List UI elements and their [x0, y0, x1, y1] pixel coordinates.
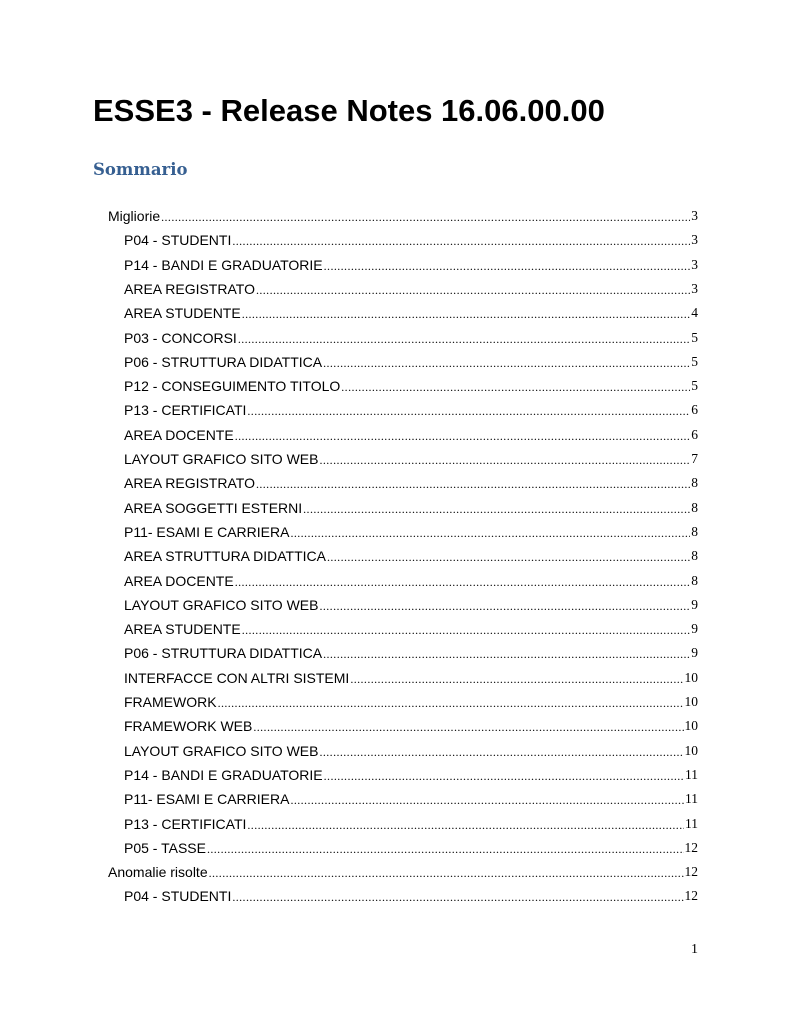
toc-entry[interactable] — [124, 618, 698, 638]
toc-entry[interactable] — [108, 205, 698, 225]
toc-dot-leader — [242, 622, 691, 638]
toc-dot-leader — [324, 258, 691, 274]
toc-entry-page-number: 11 — [685, 766, 698, 782]
toc-entry-page-number: 8 — [691, 572, 698, 588]
toc-entry[interactable] — [124, 885, 698, 905]
toc-entry-label: P13 - CERTIFICATI — [124, 815, 247, 832]
toc-entry-label: AREA REGISTRATO — [124, 475, 255, 492]
toc-entry[interactable] — [124, 254, 698, 274]
toc-entry[interactable] — [124, 448, 698, 468]
toc-entry[interactable] — [124, 327, 698, 347]
toc-dot-leader — [323, 355, 690, 371]
toc-dot-leader — [290, 525, 690, 541]
toc-entry[interactable] — [124, 570, 698, 590]
toc-entry-label: P04 - STUDENTI — [124, 232, 232, 249]
toc-dot-leader — [161, 209, 690, 225]
toc-entry[interactable] — [124, 472, 698, 492]
toc-entry[interactable] — [124, 715, 698, 735]
toc-entry-page-number: 3 — [691, 256, 698, 272]
toc-entry[interactable] — [124, 521, 698, 541]
toc-entry[interactable] — [124, 229, 698, 249]
toc-entry[interactable] — [124, 302, 698, 322]
toc-dot-leader — [350, 671, 683, 687]
toc-dot-leader — [324, 768, 684, 784]
toc-entry-label: AREA SOGGETTI ESTERNI — [124, 499, 303, 516]
toc-entry[interactable] — [124, 424, 698, 444]
toc-entry-page-number: 12 — [684, 864, 698, 880]
toc-entry-page-number: 3 — [691, 232, 698, 248]
toc-dot-leader — [247, 817, 684, 833]
toc-dot-leader — [253, 719, 683, 735]
toc-entry[interactable] — [124, 278, 698, 298]
toc-entry-label: LAYOUT GRAFICO SITO WEB — [124, 742, 319, 759]
toc-dot-leader — [327, 549, 690, 565]
toc-entry-page-number: 4 — [691, 305, 698, 321]
toc-dot-leader — [238, 331, 690, 347]
toc-entry-page-number: 8 — [691, 499, 698, 515]
toc-entry-label: P11- ESAMI E CARRIERA — [124, 523, 290, 540]
toc-entry-page-number: 6 — [691, 402, 698, 418]
toc-entry-page-number: 8 — [691, 548, 698, 564]
toc-entry-label: P06 - STRUTTURA DIDATTICA — [124, 353, 323, 370]
toc-entry-label: FRAMEWORK — [124, 694, 217, 710]
toc-entry[interactable] — [124, 837, 698, 857]
toc-dot-leader — [207, 841, 684, 857]
toc-dot-leader — [235, 574, 691, 590]
toc-entry-label: FRAMEWORK WEB — [124, 718, 253, 735]
toc-entry-label: Anomalie risolte — [108, 864, 208, 881]
toc-entry[interactable] — [124, 375, 698, 395]
document-title: ESSE3 - Release Notes 16.06.00.00 — [93, 93, 605, 128]
toc-entry-label: AREA DOCENTE — [124, 572, 234, 589]
toc-entry[interactable] — [124, 691, 698, 711]
toc-entry-label: P13 - CERTIFICATI — [124, 402, 247, 419]
toc-dot-leader — [232, 889, 683, 905]
toc-entry[interactable] — [108, 861, 698, 881]
toc-entry[interactable] — [124, 497, 698, 517]
toc-entry-label: P11- ESAMI E CARRIERA — [124, 791, 290, 808]
toc-entry-label: P04 - STUDENTI — [124, 888, 232, 905]
toc-dot-leader — [209, 865, 684, 881]
toc-entry-page-number: 11 — [685, 815, 698, 831]
toc-dot-leader — [256, 476, 690, 492]
toc-entry-label: LAYOUT GRAFICO SITO WEB — [124, 451, 319, 467]
toc-entry-label: AREA STRUTTURA DIDATTICA — [124, 548, 326, 565]
toc-entry-page-number: 3 — [691, 280, 698, 296]
toc-entry-label: P14 - BANDI E GRADUATORIE — [124, 766, 323, 783]
toc-entry[interactable] — [124, 545, 698, 565]
toc-entry-label: P12 - CONSEGUIMENTO TITOLO — [124, 378, 341, 395]
toc-entry-label: P14 - BANDI E GRADUATORIE — [124, 256, 323, 273]
toc-entry-label: P05 - TASSE — [124, 839, 206, 856]
toc-entry-page-number: 9 — [691, 645, 698, 661]
toc-entry-page-number: 5 — [691, 329, 698, 345]
toc-entry-label: INTERFACCE CON ALTRI SISTEMI — [124, 669, 350, 686]
toc-dot-leader — [319, 744, 683, 760]
toc-entry-label: LAYOUT GRAFICO SITO WEB — [124, 596, 319, 613]
toc-entry-label: Migliorie — [108, 208, 161, 224]
toc-entry-page-number: 8 — [691, 475, 698, 491]
toc-entry-page-number: 6 — [691, 426, 698, 442]
toc-entry-page-number: 5 — [691, 353, 698, 369]
toc-entry-page-number: 11 — [685, 791, 698, 807]
toc-dot-leader — [323, 646, 690, 662]
toc-entry-page-number: 5 — [691, 378, 698, 394]
toc-entry-label: AREA STUDENTE — [124, 621, 241, 638]
toc-dot-leader — [218, 695, 684, 711]
toc-entry[interactable] — [124, 813, 698, 833]
toc-entry-page-number: 10 — [684, 694, 698, 709]
toc-entry[interactable] — [124, 667, 698, 687]
toc-dot-leader — [235, 428, 691, 444]
toc-entry-page-number: 10 — [684, 718, 698, 734]
toc-entry-page-number: 9 — [691, 596, 698, 612]
toc-entry-label: AREA STUDENTE — [124, 305, 241, 322]
toc-dot-leader — [341, 379, 690, 395]
toc-heading: Sommario — [93, 160, 188, 179]
toc-entry-label: AREA REGISTRATO — [124, 280, 255, 297]
toc-entry-page-number: 12 — [684, 888, 698, 904]
toc-entry[interactable] — [124, 764, 698, 784]
toc-entry-label: P06 - STRUTTURA DIDATTICA — [124, 645, 323, 662]
toc-entry-page-number: 12 — [684, 839, 698, 855]
toc-entry[interactable] — [124, 399, 698, 419]
toc-entry-page-number: 10 — [684, 669, 698, 685]
toc-dot-leader — [232, 233, 690, 249]
toc-entry-label: AREA DOCENTE — [124, 426, 234, 443]
toc-dot-leader — [290, 792, 684, 808]
toc-dot-leader — [242, 306, 691, 322]
toc-dot-leader — [247, 403, 690, 419]
toc-entry[interactable] — [124, 788, 698, 808]
toc-dot-leader — [319, 452, 690, 468]
toc-dot-leader — [303, 501, 690, 517]
toc-entry-label: P03 - CONCORSI — [124, 329, 237, 346]
toc-entry-page-number: 3 — [691, 208, 698, 223]
toc-entry[interactable] — [124, 351, 698, 371]
toc-dot-leader — [319, 598, 690, 614]
toc-dot-leader — [256, 282, 690, 298]
toc-entry[interactable] — [124, 594, 698, 614]
toc-entry-page-number: 9 — [691, 621, 698, 637]
toc-entry-page-number: 10 — [684, 742, 698, 758]
toc-entry-page-number: 8 — [691, 523, 698, 539]
toc-entry[interactable] — [124, 740, 698, 760]
page-number: 1 — [691, 942, 698, 957]
toc-entry[interactable] — [124, 642, 698, 662]
toc-entry-page-number: 7 — [691, 451, 698, 466]
